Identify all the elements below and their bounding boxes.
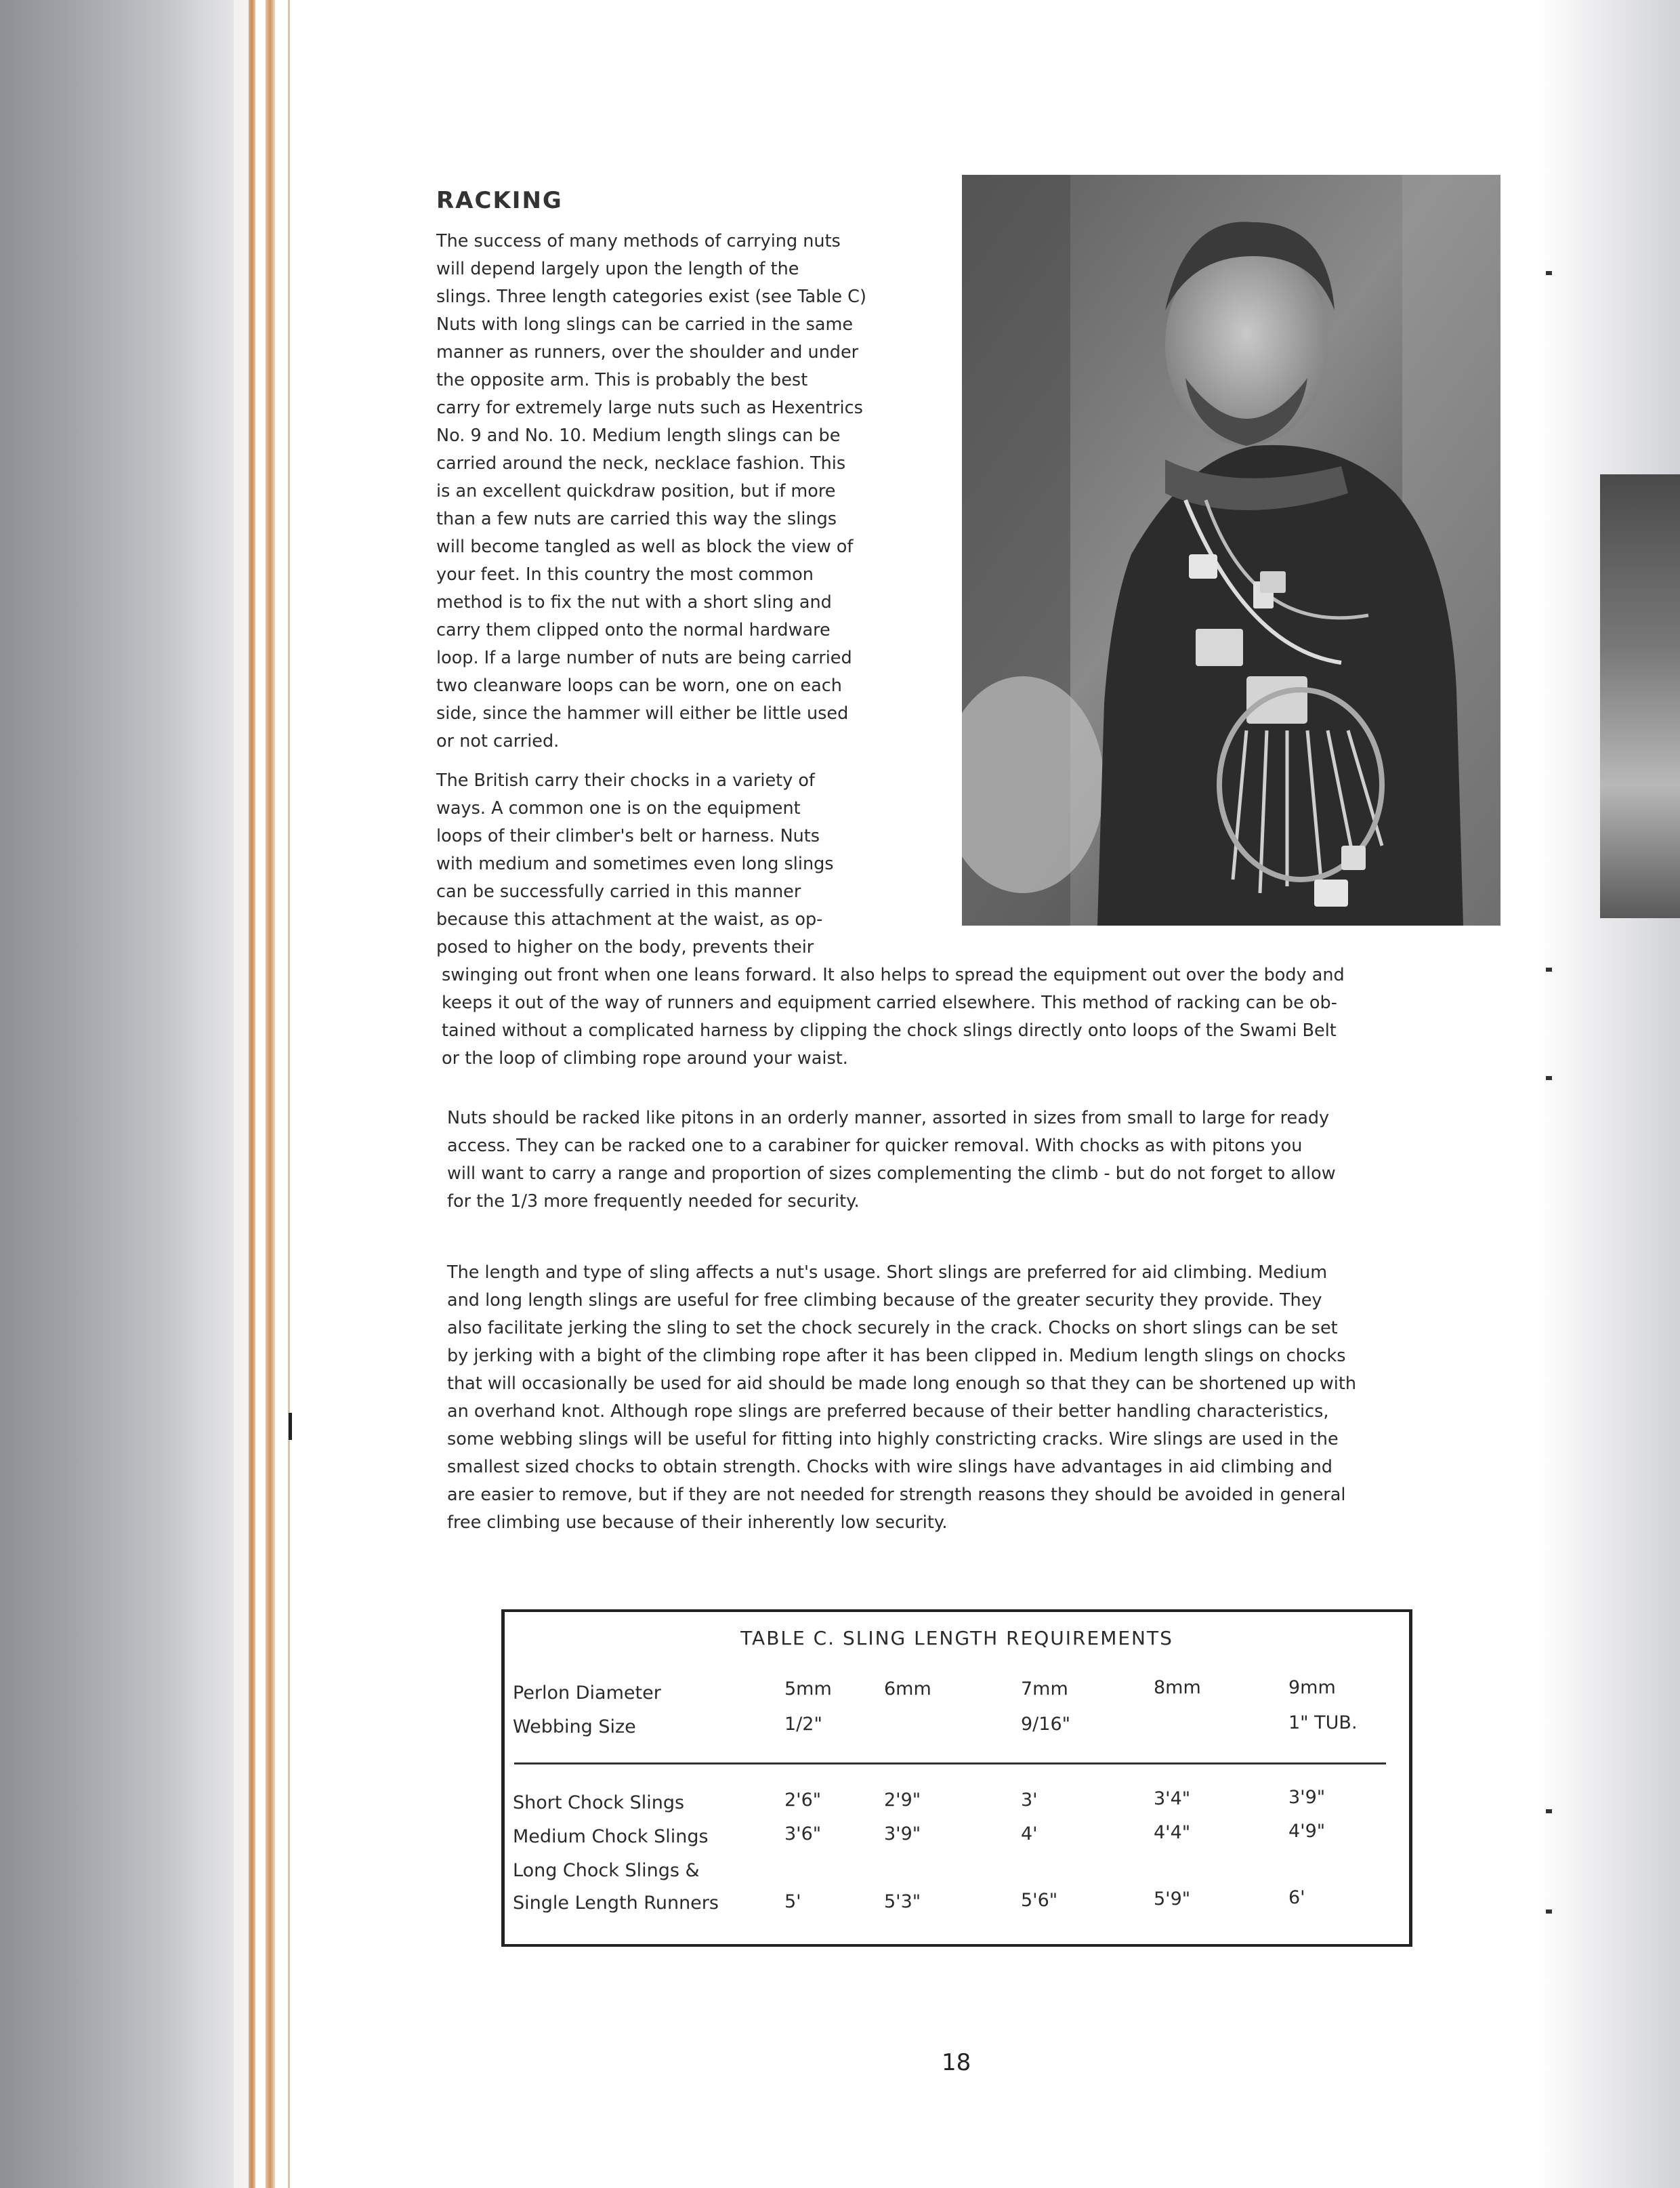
text-line: because this attachment at the waist, as op- — [436, 909, 823, 930]
page-edge-line — [288, 0, 290, 2188]
text-line: two cleanware loops can be worn, one on each — [436, 676, 842, 696]
text-line: Nuts with long slings can be carried in the same — [436, 314, 854, 335]
table-cell: 5'9" — [1154, 1888, 1191, 1910]
text-line: some webbing slings will be useful for fitting into highly constricting cracks. Wire slings are used in the — [447, 1429, 1339, 1449]
table-row-label: Single Length Runners — [513, 1893, 719, 1914]
table-header-cell: 9/16" — [1021, 1714, 1071, 1735]
text-line: an overhand knot. Although rope slings are preferred because of their better handling characteristics, — [447, 1401, 1329, 1422]
text-line: swinging out front when one leans forward. It also helps to spread the equipment out over the body and — [442, 965, 1345, 985]
table-header-label: Webbing Size — [513, 1716, 636, 1737]
table-cell: 3'9" — [1288, 1787, 1326, 1808]
table-header-cell: 1" TUB. — [1288, 1712, 1358, 1733]
text-line: posed to higher on the body, prevents their — [436, 937, 814, 957]
table-cell: 5' — [784, 1891, 801, 1912]
text-line: will want to carry a range and proportion of sizes complementing the climb - but do not forget to allow — [447, 1163, 1336, 1184]
text-line: keeps it out of the way of runners and equipment carried elsewhere. This method of racking can be ob- — [442, 993, 1337, 1013]
table-title: TABLE C. SLING LENGTH REQUIREMENTS — [740, 1627, 1173, 1649]
facing-page-mark — [1546, 271, 1552, 275]
text-line: No. 9 and No. 10. Medium length slings can be — [436, 426, 841, 446]
text-line: side, since the hammer will either be little used — [436, 703, 849, 724]
text-line: slings. Three length categories exist (see Table C) — [436, 287, 866, 307]
facing-page-mark — [1546, 968, 1552, 972]
text-line: for the 1/3 more frequently needed for security. — [447, 1191, 860, 1212]
text-line: carry them clipped onto the normal hardware — [436, 620, 831, 640]
section-heading: RACKING — [436, 187, 563, 214]
table-cell: 5'3" — [884, 1891, 921, 1912]
text-line: carried around the neck, necklace fashion. This — [436, 453, 846, 474]
facing-page-mark — [1546, 1076, 1552, 1080]
text-line: loop. If a large number of nuts are being carried — [436, 648, 852, 668]
table-cell: 3'6" — [784, 1823, 822, 1844]
text-line: can be successfully carried in this manner — [436, 882, 801, 902]
text-line: access. They can be racked one to a carabiner for quicker removal. With chocks as with pitons you — [447, 1136, 1303, 1156]
left-page-shadow — [0, 0, 234, 2188]
table-cell: 4'9" — [1288, 1821, 1326, 1842]
text-line: free climbing use because of their inherently low security. — [447, 1512, 948, 1533]
text-line: Nuts should be racked like pitons in an orderly manner, assorted in sizes from small to large for ready — [447, 1108, 1330, 1128]
table-cell: 2'9" — [884, 1790, 921, 1811]
table-cell: 3'9" — [884, 1823, 921, 1844]
table-header-cell: 5mm — [784, 1678, 832, 1699]
table-header-cell: 7mm — [1021, 1678, 1068, 1699]
paragraph-racking-order — [447, 1105, 1477, 1216]
paragraph-british-carry-continued — [442, 962, 1471, 1073]
right-page-edge — [1538, 0, 1680, 2188]
table-row-label: Medium Chock Slings — [513, 1826, 709, 1847]
text-line: The British carry their chocks in a variety of — [436, 770, 815, 791]
facing-page-mark — [1546, 1809, 1552, 1813]
table-cell: 5'6" — [1021, 1890, 1058, 1911]
text-line: the opposite arm. This is probably the best — [436, 370, 808, 390]
text-line: will become tangled as well as block the view of — [436, 537, 854, 557]
page-edge-stripe — [266, 0, 275, 2188]
table-row-label: Short Chock Slings — [513, 1792, 685, 1813]
table-header-cell: 8mm — [1154, 1677, 1201, 1698]
text-line: also facilitate jerking the sling to set the chock securely in the crack. Chocks on short slings can be set — [447, 1318, 1338, 1338]
spine — [234, 0, 249, 2188]
table-header-cell: 1/2" — [784, 1714, 822, 1735]
text-line: will depend largely upon the length of the — [436, 259, 799, 279]
text-line: smallest sized chocks to obtain strength. Chocks with wire slings have advantages in aid climbing and — [447, 1457, 1332, 1477]
text-line: or the loop of climbing rope around your waist. — [442, 1048, 848, 1069]
paragraph-british-carry — [436, 767, 917, 962]
table-divider — [514, 1762, 1386, 1764]
text-line: carry for extremely large nuts such as Hexentrics — [436, 398, 863, 418]
text-line: manner as runners, over the shoulder and under — [436, 342, 859, 363]
paragraph-sling-usage — [447, 1259, 1477, 1537]
text-line: that will occasionally be used for aid should be made long enough so that they can be shortened up with — [447, 1374, 1357, 1394]
text-line: with medium and sometimes even long slings — [436, 854, 834, 874]
table-cell: 6' — [1288, 1887, 1305, 1908]
table-header-label: Perlon Diameter — [513, 1683, 661, 1704]
facing-page-mark — [1546, 1910, 1552, 1914]
text-line: by jerking with a bight of the climbing rope after it has been clipped in. Medium length slings on chocks — [447, 1346, 1346, 1366]
table-row-label: Long Chock Slings & — [513, 1860, 700, 1881]
table-cell: 4' — [1021, 1823, 1038, 1844]
text-line: are easier to remove, but if they are not needed for strength reasons they should be avoided in general — [447, 1485, 1346, 1505]
paragraph-carrying-nuts — [436, 228, 917, 756]
table-cell: 3'4" — [1154, 1788, 1191, 1809]
page-number: 18 — [942, 2049, 971, 2076]
climber-photo — [962, 175, 1500, 926]
text-line: and long length slings are useful for free climbing because of the greater security they provide. They — [447, 1290, 1322, 1310]
text-line: than a few nuts are carried this way the slings — [436, 509, 837, 529]
spine-mark — [289, 1413, 292, 1440]
table-header-cell: 9mm — [1288, 1677, 1336, 1698]
table-cell: 3' — [1021, 1790, 1038, 1811]
table-cell: 4'4" — [1154, 1822, 1191, 1843]
text-line: is an excellent quickdraw position, but if more — [436, 481, 836, 501]
text-line: tained without a complicated harness by clipping the chock slings directly onto loops of the Swami Belt — [442, 1020, 1337, 1041]
table-header-cell: 6mm — [884, 1678, 931, 1699]
text-line: your feet. In this country the most common — [436, 564, 814, 585]
text-line: or not carried. — [436, 731, 560, 751]
text-line: The success of many methods of carrying nuts — [436, 231, 841, 251]
sling-length-table — [501, 1609, 1412, 1947]
table-cell: 2'6" — [784, 1790, 822, 1811]
text-line: ways. A common one is on the equipment — [436, 798, 801, 819]
text-line: method is to fix the nut with a short sling and — [436, 592, 832, 613]
facing-page-photo — [1600, 474, 1680, 918]
text-line: The length and type of sling affects a nut's usage. Short slings are preferred for aid climbing. Medium — [447, 1262, 1328, 1283]
text-line: loops of their climber's belt or harness. Nuts — [436, 826, 820, 846]
page-edge-stripe — [249, 0, 255, 2188]
